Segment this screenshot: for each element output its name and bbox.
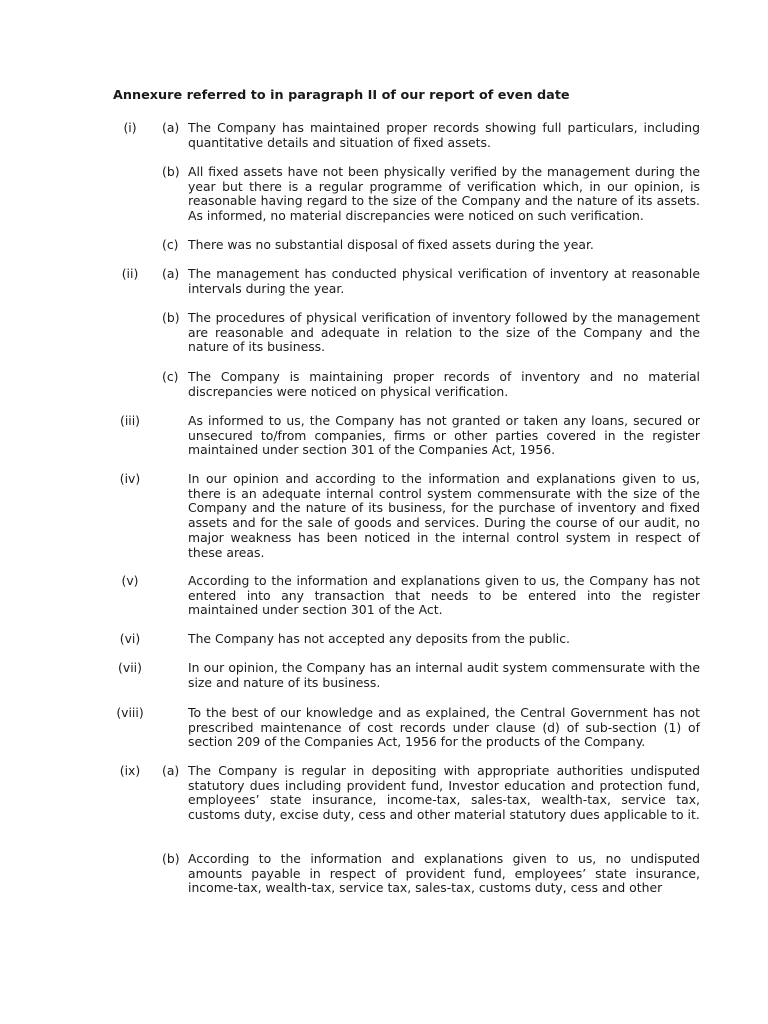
- annexure-heading: Annexure referred to in paragraph II of our report of even date: [113, 88, 570, 103]
- clause-text: To the best of our knowledge and as explained, the Central Government has not prescribed maintenance of cost records under clause (d) of sub-section (1) of section 209 of the Companies Act, 1956 for the products of the Company.: [188, 705, 700, 750]
- clause-text: According to the information and explanations given to us, the Company has not entered into any transaction that needs to be entered into the register maintained under section 301 of the Act.: [188, 573, 700, 618]
- clause-text: The management has conducted physical verification of inventory at reasonable intervals during the year.: [188, 266, 700, 296]
- clause-number: (iv): [119, 471, 141, 486]
- sub-clause-letter: (b): [162, 164, 180, 179]
- sub-clause-letter: (a): [162, 763, 180, 778]
- clause-number: (v): [121, 573, 139, 588]
- clause-number: (ix): [119, 763, 141, 778]
- clause-number: (viii): [116, 705, 144, 720]
- clause-text: There was no substantial disposal of fixed assets during the year.: [188, 237, 594, 252]
- clause-number: (vii): [118, 660, 142, 675]
- clause-number: (iii): [120, 413, 140, 428]
- clause-text: The Company is maintaining proper records of inventory and no material discrepancies were noticed on physical verification.: [188, 369, 700, 399]
- clause-text: The procedures of physical verification of inventory followed by the management are reasonable and adequate in relation to the size of the Company and the nature of its business.: [188, 310, 700, 355]
- sub-clause-letter: (c): [162, 237, 179, 252]
- sub-clause-letter: (b): [162, 310, 180, 325]
- clause-text: According to the information and explanations given to us, no undisputed amounts payable in respect of provident fund, employees’ state insurance, income-tax, wealth-tax, service tax, sales-tax, customs duty, cess and other: [188, 851, 700, 896]
- clause-text: The Company has not accepted any deposits from the public.: [188, 631, 570, 646]
- clause-text: All fixed assets have not been physically verified by the management during the year but there is a regular programme of verification which, in our opinion, is reasonable having regard to the size of the Company and the nature of its assets. As informed, no material discrepancies were noticed on such verification.: [188, 164, 700, 224]
- clause-number: (i): [123, 120, 137, 135]
- sub-clause-letter: (b): [162, 851, 180, 866]
- clause-text: The Company has maintained proper records showing full particulars, including quantitative details and situation of fixed assets.: [188, 120, 700, 150]
- clause-number: (vi): [119, 631, 141, 646]
- sub-clause-letter: (a): [162, 266, 180, 281]
- clause-text: The Company is regular in depositing with appropriate authorities undisputed statutory dues including provident fund, Investor education and protection fund, employees’ state insurance, income-tax, sales-tax, wealth-tax, service tax, customs duty, excise duty, cess and other material statutory dues applicable to it.: [188, 763, 700, 823]
- clause-number: (ii): [121, 266, 139, 281]
- sub-clause-letter: (a): [162, 120, 180, 135]
- clause-text: In our opinion and according to the information and explanations given to us, there is an adequate internal control system commensurate with the size of the Company and the nature of its business, for the purchase of inventory and fixed assets and for the sale of goods and services. During the course of our audit, no major weakness has been noticed in the internal control system in respect of these areas.: [188, 471, 700, 560]
- sub-clause-letter: (c): [162, 369, 179, 384]
- clause-text: As informed to us, the Company has not granted or taken any loans, secured or unsecured to/from companies, firms or other parties covered in the register maintained under section 301 of the Companies Act, 1956.: [188, 413, 700, 458]
- clause-text: In our opinion, the Company has an internal audit system commensurate with the size and nature of its business.: [188, 660, 700, 690]
